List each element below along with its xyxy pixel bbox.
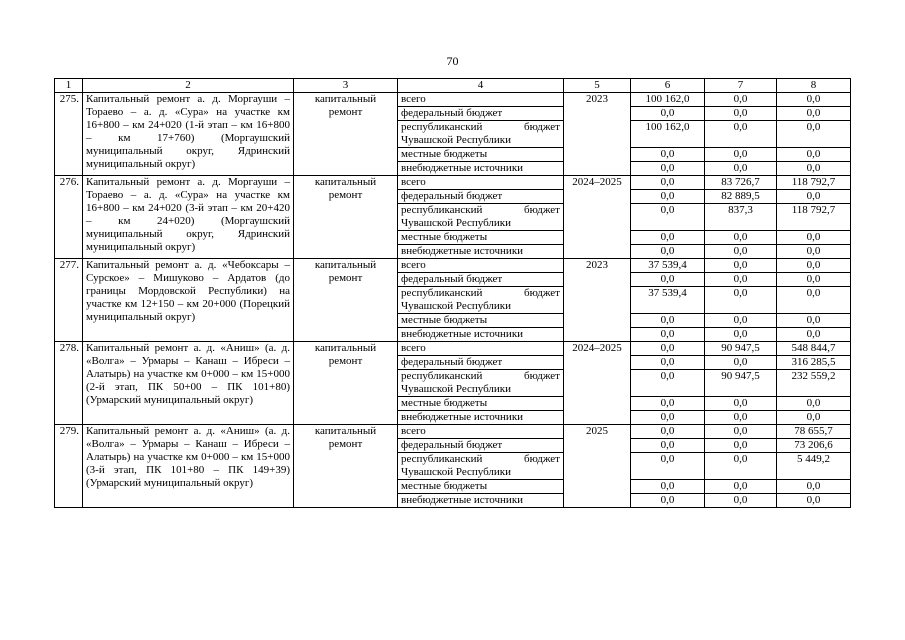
table-row xyxy=(55,425,851,439)
funding-source: республиканский бюджет Чувашской Республики xyxy=(398,453,564,480)
column-header: 5 xyxy=(564,79,631,93)
value-col6: 0,0 xyxy=(631,107,705,121)
value-col6: 0,0 xyxy=(631,176,705,190)
value-col8: 232 559,2 xyxy=(777,370,851,397)
funding-source: внебюджетные источники xyxy=(398,411,564,425)
value-col8: 0,0 xyxy=(777,93,851,107)
funding-source: всего xyxy=(398,259,564,273)
item-name: Капитальный ремонт а. д. «Аниш» (а. д. «Волга» – Урмары – Канаш – Ибреси – Алатырь) на участке км 0+000 – км 15+000 (2-й этап, ПК 50+00 – ПК 101+80) (Урмарский муниципальный округ) xyxy=(83,342,294,425)
value-col7: 0,0 xyxy=(705,397,777,411)
value-col7: 0,0 xyxy=(705,259,777,273)
value-col8: 0,0 xyxy=(777,107,851,121)
value-col8: 0,0 xyxy=(777,231,851,245)
funding-source: республиканский бюджет Чувашской Республики xyxy=(398,370,564,397)
funding-source: местные бюджеты xyxy=(398,480,564,494)
funding-source: местные бюджеты xyxy=(398,231,564,245)
funding-source: всего xyxy=(398,342,564,356)
value-col7: 0,0 xyxy=(705,93,777,107)
value-col6: 0,0 xyxy=(631,370,705,397)
value-col8: 0,0 xyxy=(777,397,851,411)
column-header: 7 xyxy=(705,79,777,93)
value-col6: 0,0 xyxy=(631,148,705,162)
item-name: Капитальный ремонт а. д. Моргауши – Тораево – а. д. «Сура» на участке км 16+800 – км 24+020 (1-й этап – км 16+800 – км 17+760) (Моргаушский муниципальный округ, Ядринский муниципальный округ) xyxy=(83,93,294,176)
page-number: 70 xyxy=(446,54,459,68)
period: 2024–2025 xyxy=(564,176,631,259)
column-header: 4 xyxy=(398,79,564,93)
funding-source: всего xyxy=(398,425,564,439)
value-col7: 0,0 xyxy=(705,439,777,453)
column-header: 3 xyxy=(294,79,398,93)
value-col6: 37 539,4 xyxy=(631,259,705,273)
value-col8: 118 792,7 xyxy=(777,204,851,231)
value-col6: 0,0 xyxy=(631,411,705,425)
value-col6: 0,0 xyxy=(631,231,705,245)
value-col8: 0,0 xyxy=(777,287,851,314)
value-col6: 0,0 xyxy=(631,494,705,508)
item-number: 279. xyxy=(55,425,83,508)
value-col7: 0,0 xyxy=(705,314,777,328)
funding-source: внебюджетные источники xyxy=(398,162,564,176)
period: 2023 xyxy=(564,93,631,176)
funding-source: местные бюджеты xyxy=(398,148,564,162)
value-col6: 37 539,4 xyxy=(631,287,705,314)
value-col6: 0,0 xyxy=(631,439,705,453)
funding-source: внебюджетные источники xyxy=(398,245,564,259)
table-row xyxy=(55,259,851,273)
value-col7: 0,0 xyxy=(705,231,777,245)
value-col6: 100 162,0 xyxy=(631,121,705,148)
value-col8: 0,0 xyxy=(777,314,851,328)
funding-source: всего xyxy=(398,93,564,107)
value-col7: 0,0 xyxy=(705,121,777,148)
value-col8: 0,0 xyxy=(777,245,851,259)
value-col8: 78 655,7 xyxy=(777,425,851,439)
funding-source: республиканский бюджет Чувашской Республики xyxy=(398,287,564,314)
value-col8: 0,0 xyxy=(777,148,851,162)
value-col7: 0,0 xyxy=(705,328,777,342)
value-col8: 118 792,7 xyxy=(777,176,851,190)
value-col8: 548 844,7 xyxy=(777,342,851,356)
value-col7: 0,0 xyxy=(705,480,777,494)
funding-source: местные бюджеты xyxy=(398,314,564,328)
value-col6: 0,0 xyxy=(631,453,705,480)
value-col7: 83 726,7 xyxy=(705,176,777,190)
item-name: Капитальный ремонт а. д. Моргауши – Тораево – а. д. «Сура» на участке км 16+800 – км 24+020 (3-й этап – км 20+420 – км 24+020) (Моргаушский муниципальный округ, Ядринский муниципальный округ) xyxy=(83,176,294,259)
item-number: 278. xyxy=(55,342,83,425)
value-col8: 73 206,6 xyxy=(777,439,851,453)
program-table xyxy=(54,78,851,508)
value-col8: 0,0 xyxy=(777,121,851,148)
value-col6: 0,0 xyxy=(631,397,705,411)
column-header: 1 xyxy=(55,79,83,93)
value-col6: 100 162,0 xyxy=(631,93,705,107)
column-header: 8 xyxy=(777,79,851,93)
value-col7: 0,0 xyxy=(705,148,777,162)
funding-source: внебюджетные источники xyxy=(398,328,564,342)
value-col7: 0,0 xyxy=(705,411,777,425)
column-header: 6 xyxy=(631,79,705,93)
value-col8: 0,0 xyxy=(777,190,851,204)
value-col7: 82 889,5 xyxy=(705,190,777,204)
value-col7: 0,0 xyxy=(705,162,777,176)
value-col6: 0,0 xyxy=(631,356,705,370)
funding-source: республиканский бюджет Чувашской Республики xyxy=(398,204,564,231)
value-col8: 316 285,5 xyxy=(777,356,851,370)
value-col8: 0,0 xyxy=(777,411,851,425)
work-type: капитальный ремонт xyxy=(294,176,398,259)
funding-source: федеральный бюджет xyxy=(398,190,564,204)
value-col8: 0,0 xyxy=(777,480,851,494)
value-col6: 0,0 xyxy=(631,204,705,231)
work-type: капитальный ремонт xyxy=(294,425,398,508)
value-col6: 0,0 xyxy=(631,190,705,204)
period: 2023 xyxy=(564,259,631,342)
value-col7: 0,0 xyxy=(705,273,777,287)
value-col6: 0,0 xyxy=(631,162,705,176)
value-col8: 0,0 xyxy=(777,259,851,273)
value-col6: 0,0 xyxy=(631,480,705,494)
funding-source: федеральный бюджет xyxy=(398,273,564,287)
value-col7: 0,0 xyxy=(705,245,777,259)
value-col6: 0,0 xyxy=(631,314,705,328)
table-row xyxy=(55,342,851,356)
funding-source: местные бюджеты xyxy=(398,397,564,411)
value-col7: 90 947,5 xyxy=(705,370,777,397)
value-col8: 0,0 xyxy=(777,328,851,342)
value-col7: 0,0 xyxy=(705,356,777,370)
funding-source: республиканский бюджет Чувашской Республики xyxy=(398,121,564,148)
item-number: 277. xyxy=(55,259,83,342)
value-col7: 0,0 xyxy=(705,494,777,508)
funding-source: всего xyxy=(398,176,564,190)
value-col7: 0,0 xyxy=(705,107,777,121)
value-col8: 0,0 xyxy=(777,273,851,287)
table-body xyxy=(55,93,851,508)
value-col7: 0,0 xyxy=(705,453,777,480)
column-header: 2 xyxy=(83,79,294,93)
item-number: 275. xyxy=(55,93,83,176)
table-row xyxy=(55,176,851,190)
value-col8: 0,0 xyxy=(777,494,851,508)
table-row xyxy=(55,93,851,107)
value-col7: 0,0 xyxy=(705,425,777,439)
value-col8: 0,0 xyxy=(777,162,851,176)
value-col7: 837,3 xyxy=(705,204,777,231)
value-col6: 0,0 xyxy=(631,342,705,356)
period: 2025 xyxy=(564,425,631,508)
funding-source: федеральный бюджет xyxy=(398,356,564,370)
work-type: капитальный ремонт xyxy=(294,259,398,342)
work-type: капитальный ремонт xyxy=(294,93,398,176)
value-col6: 0,0 xyxy=(631,425,705,439)
period: 2024–2025 xyxy=(564,342,631,425)
value-col7: 90 947,5 xyxy=(705,342,777,356)
item-name: Капитальный ремонт а. д. «Аниш» (а. д. «Волга» – Урмары – Канаш – Ибреси – Алатырь) на участке км 0+000 – км 15+000 (3-й этап, ПК 101+80 – ПК 149+39) (Урмарский муниципальный округ) xyxy=(83,425,294,508)
work-type: капитальный ремонт xyxy=(294,342,398,425)
value-col7: 0,0 xyxy=(705,287,777,314)
item-name: Капитальный ремонт а. д. «Чебоксары – Сурское» – Мишуково – Ардатов (до границы Мордовской Республики) на участке км 12+150 – км 20+000 (Порецкий муниципальный округ) xyxy=(83,259,294,342)
item-number: 276. xyxy=(55,176,83,259)
value-col6: 0,0 xyxy=(631,273,705,287)
funding-source: федеральный бюджет xyxy=(398,107,564,121)
funding-source: внебюджетные источники xyxy=(398,494,564,508)
value-col6: 0,0 xyxy=(631,328,705,342)
value-col8: 5 449,2 xyxy=(777,453,851,480)
column-number-row xyxy=(55,79,851,93)
funding-source: федеральный бюджет xyxy=(398,439,564,453)
value-col6: 0,0 xyxy=(631,245,705,259)
